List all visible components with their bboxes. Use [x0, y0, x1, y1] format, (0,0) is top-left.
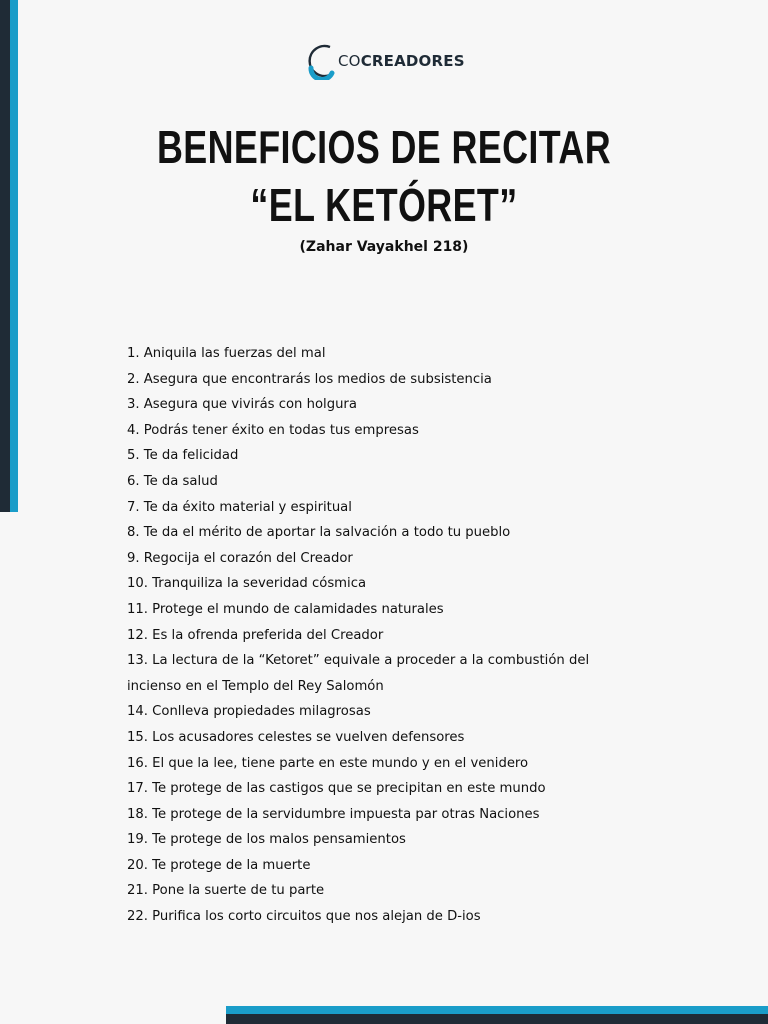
- brand-main: CREADORES: [360, 52, 465, 70]
- list-item: 12. Es la ofrenda preferida del Creador: [127, 627, 384, 643]
- list-item: incienso en el Templo del Rey Salomón: [127, 678, 384, 694]
- list-item: 13. La lectura de la “Ketoret” equivale a proceder a la combustión del: [127, 653, 590, 669]
- c-arc-logo-icon: [302, 42, 336, 80]
- list-item: 2. Asegura que encontrarás los medios de subsistencia: [127, 371, 492, 387]
- left-accent-bar: [10, 0, 18, 512]
- bottom-accent-bar: [226, 1006, 768, 1014]
- list-item: 4. Podrás tener éxito en todas tus empresas: [127, 422, 419, 438]
- list-item: 21. Pone la suerte de tu parte: [127, 883, 325, 899]
- brand-name: [338, 52, 465, 70]
- list-item: 7. Te da éxito material y espiritual: [127, 499, 352, 515]
- list-item: 11. Protege el mundo de calamidades naturales: [127, 601, 444, 617]
- list-item: 9. Regocija el corazón del Creador: [127, 550, 353, 566]
- list-item: 17. Te protege de las castigos que se precipitan en este mundo: [127, 781, 546, 797]
- list-item: 6. Te da salud: [127, 473, 218, 489]
- list-item: 19. Te protege de los malos pensamientos: [127, 832, 406, 848]
- list-item: 8. Te da el mérito de aportar la salvación a todo tu pueblo: [127, 525, 511, 541]
- brand-prefix: CO: [338, 52, 361, 70]
- page-title: [84, 118, 683, 234]
- list-item: 10. Tranquiliza la severidad cósmica: [127, 576, 367, 592]
- list-item: 15. Los acusadores celestes se vuelven defensores: [127, 729, 465, 745]
- list-item: 16. El que la lee, tiene parte en este mundo y en el venidero: [127, 755, 529, 771]
- title-line-2: “EL KETÓRET”: [250, 179, 518, 231]
- title-line-1: BENEFICIOS DE RECITAR: [156, 121, 612, 173]
- benefits-list: [127, 341, 687, 930]
- page-subtitle: (Zahar Vayakhel 218): [299, 239, 469, 255]
- bottom-decor-bar: [226, 1014, 768, 1024]
- list-item: 3. Asegura que vivirás con holgura: [127, 397, 357, 413]
- list-item: 20. Te protege de la muerte: [127, 857, 311, 873]
- left-decor-bar: [0, 0, 10, 512]
- list-item: 1. Aniquila las fuerzas del mal: [127, 346, 326, 361]
- brand-logo: [302, 42, 465, 80]
- list-item: 14. Conlleva propiedades milagrosas: [127, 704, 371, 720]
- list-item: 18. Te protege de la servidumbre impuesta par otras Naciones: [127, 806, 540, 822]
- list-item: 5. Te da felicidad: [127, 448, 239, 464]
- list-item: 22. Purifica los corto circuitos que nos alejan de D-ios: [127, 909, 481, 925]
